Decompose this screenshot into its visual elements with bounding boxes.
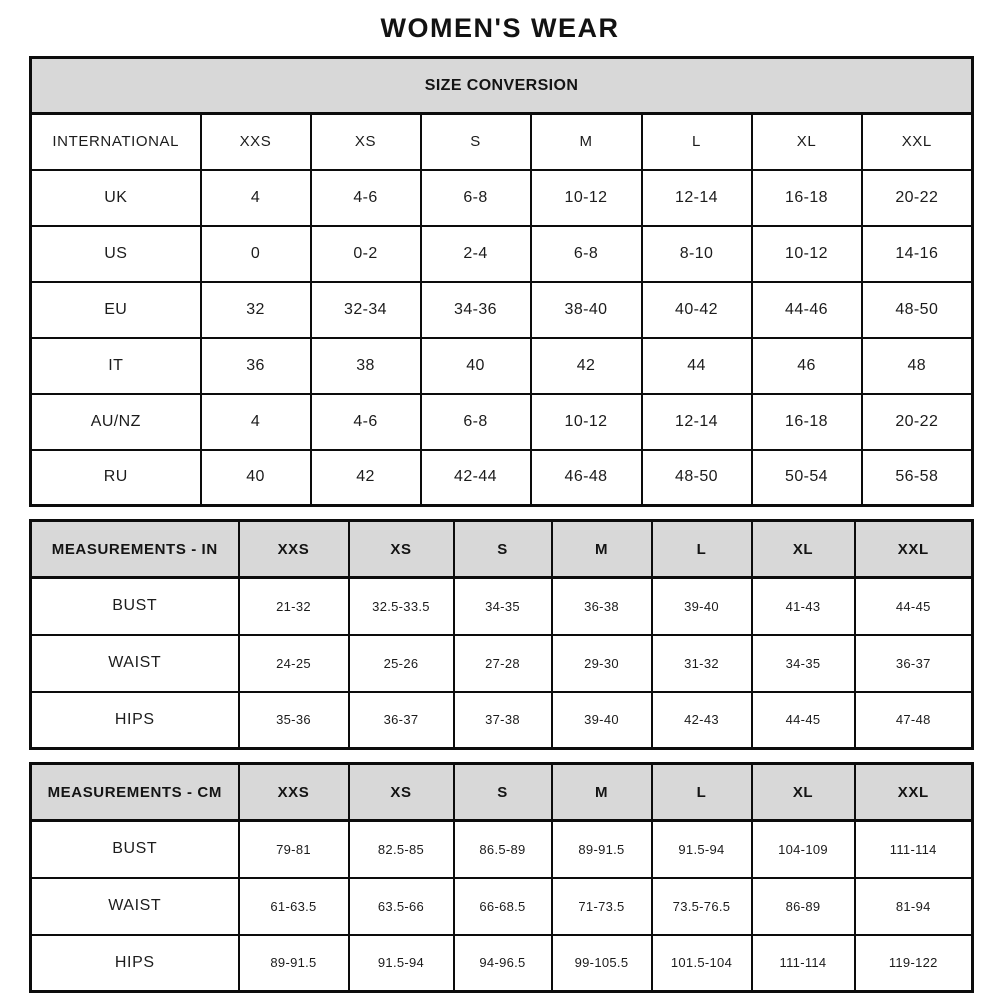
table-row-it bbox=[31, 338, 973, 394]
cell: 66-68.5 bbox=[454, 878, 552, 935]
cell: 34-36 bbox=[421, 282, 531, 338]
cell: 20-22 bbox=[862, 394, 973, 450]
cell: 27-28 bbox=[454, 635, 552, 692]
column-header-l: L bbox=[652, 521, 752, 578]
cell: 48 bbox=[862, 338, 973, 394]
measurements-cm-header-row bbox=[31, 764, 973, 821]
column-header-xxl: XXL bbox=[855, 764, 973, 821]
table-row-bust-in bbox=[31, 578, 973, 635]
cell: 46-48 bbox=[531, 450, 642, 506]
cell: 10-12 bbox=[531, 170, 642, 226]
row-label-ru: RU bbox=[31, 450, 201, 506]
table-row-hips-cm bbox=[31, 935, 973, 992]
column-header-xxs: XXS bbox=[239, 764, 349, 821]
table-row-aunz bbox=[31, 394, 973, 450]
cell: 56-58 bbox=[862, 450, 973, 506]
column-header-xl: XL bbox=[752, 114, 862, 170]
cell: 32.5-33.5 bbox=[349, 578, 454, 635]
cell: 104-109 bbox=[752, 821, 855, 878]
cell: 40 bbox=[421, 338, 531, 394]
cell: 40 bbox=[201, 450, 311, 506]
cell: 16-18 bbox=[752, 170, 862, 226]
cell: 79-81 bbox=[239, 821, 349, 878]
cell: 10-12 bbox=[531, 394, 642, 450]
cell: 94-96.5 bbox=[454, 935, 552, 992]
cell: 36-37 bbox=[349, 692, 454, 749]
table-row-hips-in bbox=[31, 692, 973, 749]
cell: 35-36 bbox=[239, 692, 349, 749]
cell: 42-44 bbox=[421, 450, 531, 506]
table-row-us bbox=[31, 226, 973, 282]
cell: 86-89 bbox=[752, 878, 855, 935]
cell: 91.5-94 bbox=[652, 821, 752, 878]
cell: 0 bbox=[201, 226, 311, 282]
column-header-xxl: XXL bbox=[862, 114, 973, 170]
cell: 101.5-104 bbox=[652, 935, 752, 992]
cell: 99-105.5 bbox=[552, 935, 652, 992]
cell: 50-54 bbox=[752, 450, 862, 506]
row-label-waist: WAIST bbox=[31, 635, 239, 692]
cell: 34-35 bbox=[454, 578, 552, 635]
cell: 44-45 bbox=[752, 692, 855, 749]
cell: 10-12 bbox=[752, 226, 862, 282]
column-header-s: S bbox=[454, 521, 552, 578]
row-label-hips: HIPS bbox=[31, 935, 239, 992]
cell: 4-6 bbox=[311, 170, 421, 226]
column-header-xl: XL bbox=[752, 764, 855, 821]
cell: 41-43 bbox=[752, 578, 855, 635]
cell: 40-42 bbox=[642, 282, 752, 338]
column-header-xs: XS bbox=[311, 114, 421, 170]
row-label-bust: BUST bbox=[31, 578, 239, 635]
cell: 36-38 bbox=[552, 578, 652, 635]
cell: 91.5-94 bbox=[349, 935, 454, 992]
cell: 38-40 bbox=[531, 282, 642, 338]
row-label-eu: EU bbox=[31, 282, 201, 338]
column-header-xs: XS bbox=[349, 764, 454, 821]
column-header-xl: XL bbox=[752, 521, 855, 578]
cell: 42-43 bbox=[652, 692, 752, 749]
cell: 25-26 bbox=[349, 635, 454, 692]
cell: 4 bbox=[201, 170, 311, 226]
cell: 4-6 bbox=[311, 394, 421, 450]
column-header-l: L bbox=[642, 114, 752, 170]
row-label-hips: HIPS bbox=[31, 692, 239, 749]
cell: 32 bbox=[201, 282, 311, 338]
cell: 119-122 bbox=[855, 935, 973, 992]
row-label-aunz: AU/NZ bbox=[31, 394, 201, 450]
table-row-bust-cm bbox=[31, 821, 973, 878]
cell: 111-114 bbox=[855, 821, 973, 878]
column-header-xxs: XXS bbox=[201, 114, 311, 170]
cell: 42 bbox=[531, 338, 642, 394]
column-header-m: M bbox=[531, 114, 642, 170]
column-header-m: M bbox=[552, 521, 652, 578]
page-title: WOMEN'S WEAR bbox=[380, 13, 620, 43]
row-label-it: IT bbox=[31, 338, 201, 394]
cell: 46 bbox=[752, 338, 862, 394]
cell: 36 bbox=[201, 338, 311, 394]
table-row-uk bbox=[31, 170, 973, 226]
column-header-xxl: XXL bbox=[855, 521, 973, 578]
size-conversion-title-row bbox=[31, 58, 973, 114]
cell: 6-8 bbox=[421, 170, 531, 226]
cell: 42 bbox=[311, 450, 421, 506]
cell: 39-40 bbox=[652, 578, 752, 635]
row-label-us: US bbox=[31, 226, 201, 282]
cell: 44-45 bbox=[855, 578, 973, 635]
column-header-m: M bbox=[552, 764, 652, 821]
measurements-cm-header: MEASUREMENTS - CM bbox=[31, 764, 239, 821]
column-header-l: L bbox=[652, 764, 752, 821]
column-header-s: S bbox=[454, 764, 552, 821]
table-row-ru bbox=[31, 450, 973, 506]
column-header-xxs: XXS bbox=[239, 521, 349, 578]
cell: 82.5-85 bbox=[349, 821, 454, 878]
table-row-waist-in bbox=[31, 635, 973, 692]
cell: 89-91.5 bbox=[552, 821, 652, 878]
cell: 39-40 bbox=[552, 692, 652, 749]
cell: 16-18 bbox=[752, 394, 862, 450]
cell: 12-14 bbox=[642, 170, 752, 226]
measurements-in-header-row bbox=[31, 521, 973, 578]
row-label-bust: BUST bbox=[31, 821, 239, 878]
measurements-cm-table bbox=[29, 762, 974, 993]
cell: 111-114 bbox=[752, 935, 855, 992]
cell: 8-10 bbox=[642, 226, 752, 282]
size-conversion-header: SIZE CONVERSION bbox=[31, 58, 973, 114]
size-conversion-table bbox=[29, 56, 974, 507]
measurements-in-header: MEASUREMENTS - IN bbox=[31, 521, 239, 578]
cell: 24-25 bbox=[239, 635, 349, 692]
column-header-international: INTERNATIONAL bbox=[31, 114, 201, 170]
cell: 32-34 bbox=[311, 282, 421, 338]
row-label-uk: UK bbox=[31, 170, 201, 226]
measurements-in-table bbox=[29, 519, 974, 750]
cell: 73.5-76.5 bbox=[652, 878, 752, 935]
cell: 4 bbox=[201, 394, 311, 450]
cell: 63.5-66 bbox=[349, 878, 454, 935]
cell: 89-91.5 bbox=[239, 935, 349, 992]
cell: 44-46 bbox=[752, 282, 862, 338]
cell: 29-30 bbox=[552, 635, 652, 692]
column-header-s: S bbox=[421, 114, 531, 170]
cell: 21-32 bbox=[239, 578, 349, 635]
cell: 31-32 bbox=[652, 635, 752, 692]
cell: 37-38 bbox=[454, 692, 552, 749]
cell: 48-50 bbox=[642, 450, 752, 506]
cell: 6-8 bbox=[421, 394, 531, 450]
cell: 86.5-89 bbox=[454, 821, 552, 878]
cell: 71-73.5 bbox=[552, 878, 652, 935]
cell: 6-8 bbox=[531, 226, 642, 282]
cell: 36-37 bbox=[855, 635, 973, 692]
cell: 81-94 bbox=[855, 878, 973, 935]
row-label-waist: WAIST bbox=[31, 878, 239, 935]
table-row-eu bbox=[31, 282, 973, 338]
cell: 47-48 bbox=[855, 692, 973, 749]
cell: 0-2 bbox=[311, 226, 421, 282]
cell: 14-16 bbox=[862, 226, 973, 282]
column-header-xs: XS bbox=[349, 521, 454, 578]
table-row-waist-cm bbox=[31, 878, 973, 935]
size-conversion-column-header-row bbox=[31, 114, 973, 170]
cell: 61-63.5 bbox=[239, 878, 349, 935]
cell: 20-22 bbox=[862, 170, 973, 226]
cell: 12-14 bbox=[642, 394, 752, 450]
cell: 34-35 bbox=[752, 635, 855, 692]
cell: 48-50 bbox=[862, 282, 973, 338]
cell: 2-4 bbox=[421, 226, 531, 282]
cell: 38 bbox=[311, 338, 421, 394]
cell: 44 bbox=[642, 338, 752, 394]
